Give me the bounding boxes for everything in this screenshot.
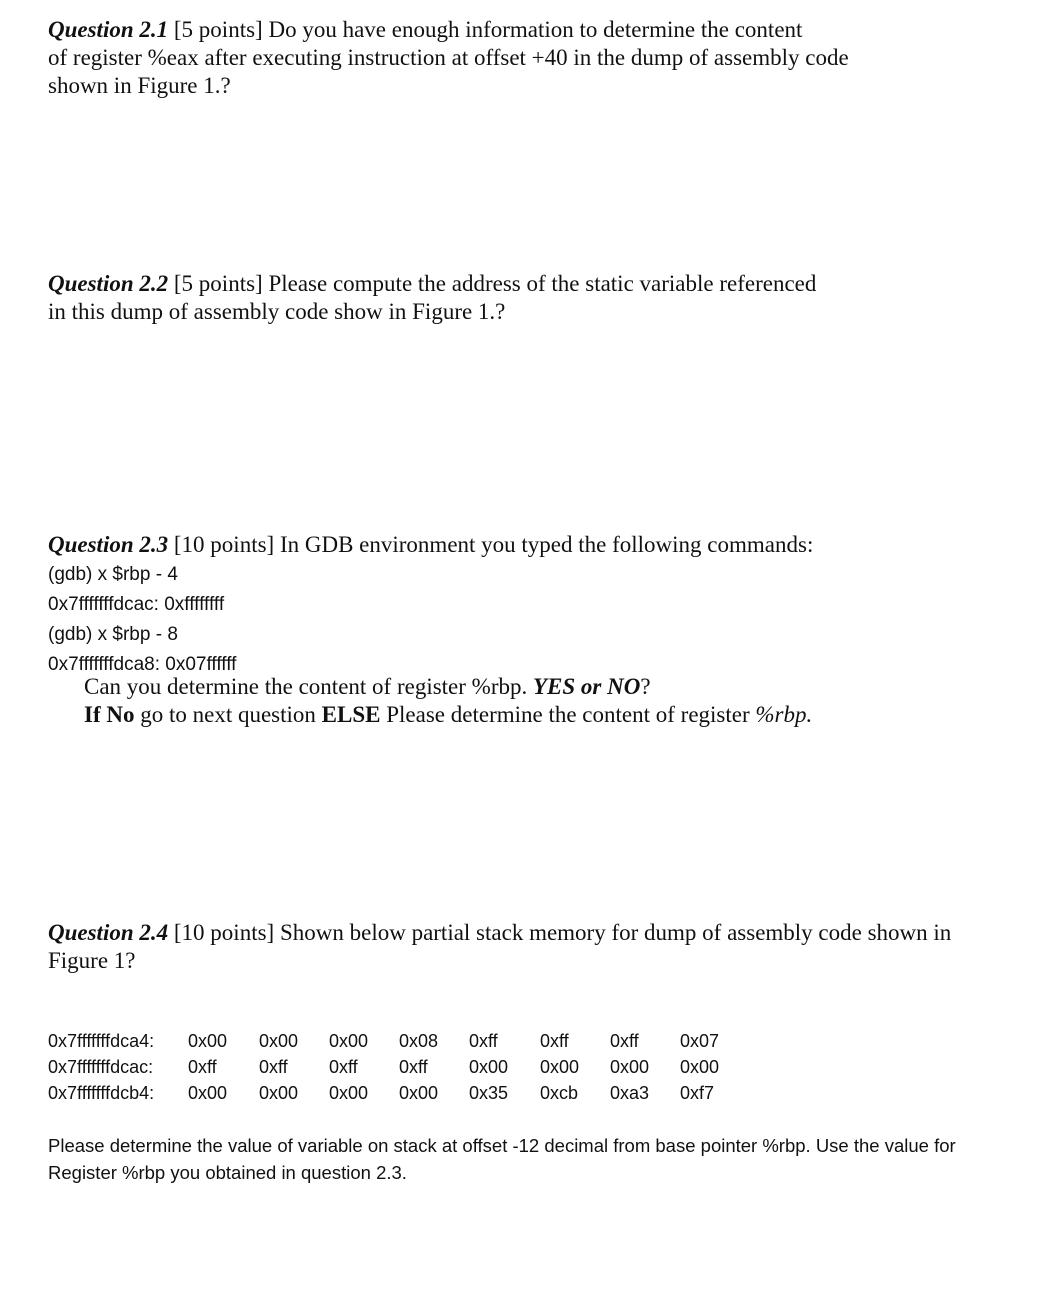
else-keyword: ELSE: [321, 702, 381, 727]
question-2-2-points: [5 points]: [173, 271, 263, 296]
memory-byte: 0xa3: [610, 1083, 650, 1103]
memory-byte: 0xff: [469, 1031, 498, 1051]
memory-byte: 0x00: [680, 1057, 720, 1077]
memory-byte: 0xff: [540, 1031, 569, 1051]
memory-byte: 0x35: [469, 1083, 509, 1103]
memory-byte: 0x00: [329, 1031, 369, 1051]
memory-byte: 0xff: [259, 1057, 288, 1077]
question-2-1-text-3: shown in Figure 1.?: [48, 73, 231, 98]
gdb-output-2: 0x7fffffffdca8: 0x07ffffff: [48, 654, 237, 675]
memory-byte: 0x00: [610, 1057, 650, 1077]
memory-address: 0x7fffffffdcac:: [48, 1057, 154, 1077]
ask-suffix: ?: [640, 674, 651, 699]
memory-byte: 0x00: [188, 1031, 228, 1051]
ask-prefix: Can you determine the content of register %rbp.: [84, 674, 533, 699]
question-2-1-points: [5 points]: [173, 17, 263, 42]
ask-yes-no: YES or NO: [533, 674, 641, 699]
memory-byte: 0xf7: [680, 1083, 715, 1103]
gdb-command-2: (gdb) x $rbp - 8: [48, 624, 178, 645]
memory-byte: 0x00: [329, 1083, 369, 1103]
memory-byte: 0x07: [680, 1031, 720, 1051]
question-2-3-else: [84, 701, 812, 729]
question-2-3-ask: [84, 673, 812, 701]
memory-byte: 0xff: [329, 1057, 358, 1077]
else-rest: Please determine the content of register: [380, 702, 756, 727]
memory-byte: 0x00: [188, 1083, 228, 1103]
question-2-4-instruction: [48, 1132, 1038, 1186]
memory-byte: 0x00: [259, 1031, 299, 1051]
question-2-2-title: Question 2.2: [48, 271, 169, 296]
gdb-session: [48, 560, 236, 680]
question-2-1-title: Question 2.1: [48, 17, 169, 42]
question-2-1-text-1: Do you have enough information to determine the content: [262, 17, 803, 42]
memory-byte: 0x08: [399, 1031, 439, 1051]
question-2-3: [48, 531, 813, 559]
question-2-4-title: Question 2.4: [48, 920, 169, 945]
question-2-4: [48, 919, 951, 975]
memory-byte: 0x00: [469, 1057, 509, 1077]
question-2-4-line-1: [48, 919, 951, 947]
instruction-line-1: Please determine the value of variable on stack at offset -12 decimal from base pointer %rbp. Use the value for: [48, 1135, 956, 1156]
question-2-3-points: [10 points]: [173, 532, 275, 557]
question-2-1: [48, 16, 849, 100]
if-no: [84, 702, 134, 727]
question-2-3-line-1: [48, 531, 813, 559]
if-no-text: If No: [84, 702, 135, 727]
register-rbp: %rbp.: [755, 702, 813, 727]
memory-byte: 0x00: [399, 1083, 439, 1103]
question-2-4-text-1: Shown below partial stack memory for dump of assembly code shown in: [274, 920, 952, 945]
gdb-command-1: (gdb) x $rbp - 4: [48, 564, 178, 585]
memory-address: 0x7fffffffdcb4:: [48, 1083, 155, 1103]
gdb-output-1: 0x7fffffffdcac: 0xffffffff: [48, 594, 225, 615]
memory-byte: 0xcb: [540, 1083, 579, 1103]
question-2-2-text-2: in this dump of assembly code show in Figure 1.?: [48, 299, 506, 324]
instruction-line-2: Register %rbp you obtained in question 2.3.: [48, 1162, 407, 1183]
memory-byte: 0xff: [399, 1057, 428, 1077]
question-2-3-text-1: In GDB environment you typed the following commands:: [274, 532, 814, 557]
go-next: go to next question: [134, 702, 322, 727]
memory-byte: 0x00: [259, 1083, 299, 1103]
question-2-1-text-2: of register %eax after executing instruction at offset +40 in the dump of assembly code: [48, 45, 849, 70]
question-2-3-prompt: [84, 673, 812, 729]
memory-address: 0x7fffffffdca4:: [48, 1031, 155, 1051]
question-2-2-text-1: Please compute the address of the static variable referenced: [262, 271, 817, 296]
question-2-4-points: [10 points]: [173, 920, 275, 945]
memory-byte: 0xff: [610, 1031, 639, 1051]
question-2-2-line-1: [48, 270, 816, 298]
question-2-2: [48, 270, 816, 326]
memory-byte: 0xff: [188, 1057, 217, 1077]
memory-byte: 0x00: [540, 1057, 580, 1077]
question-2-4-text-2: Figure 1?: [48, 948, 136, 973]
question-2-3-title: Question 2.3: [48, 532, 169, 557]
question-2-1-line-1: [48, 16, 849, 44]
